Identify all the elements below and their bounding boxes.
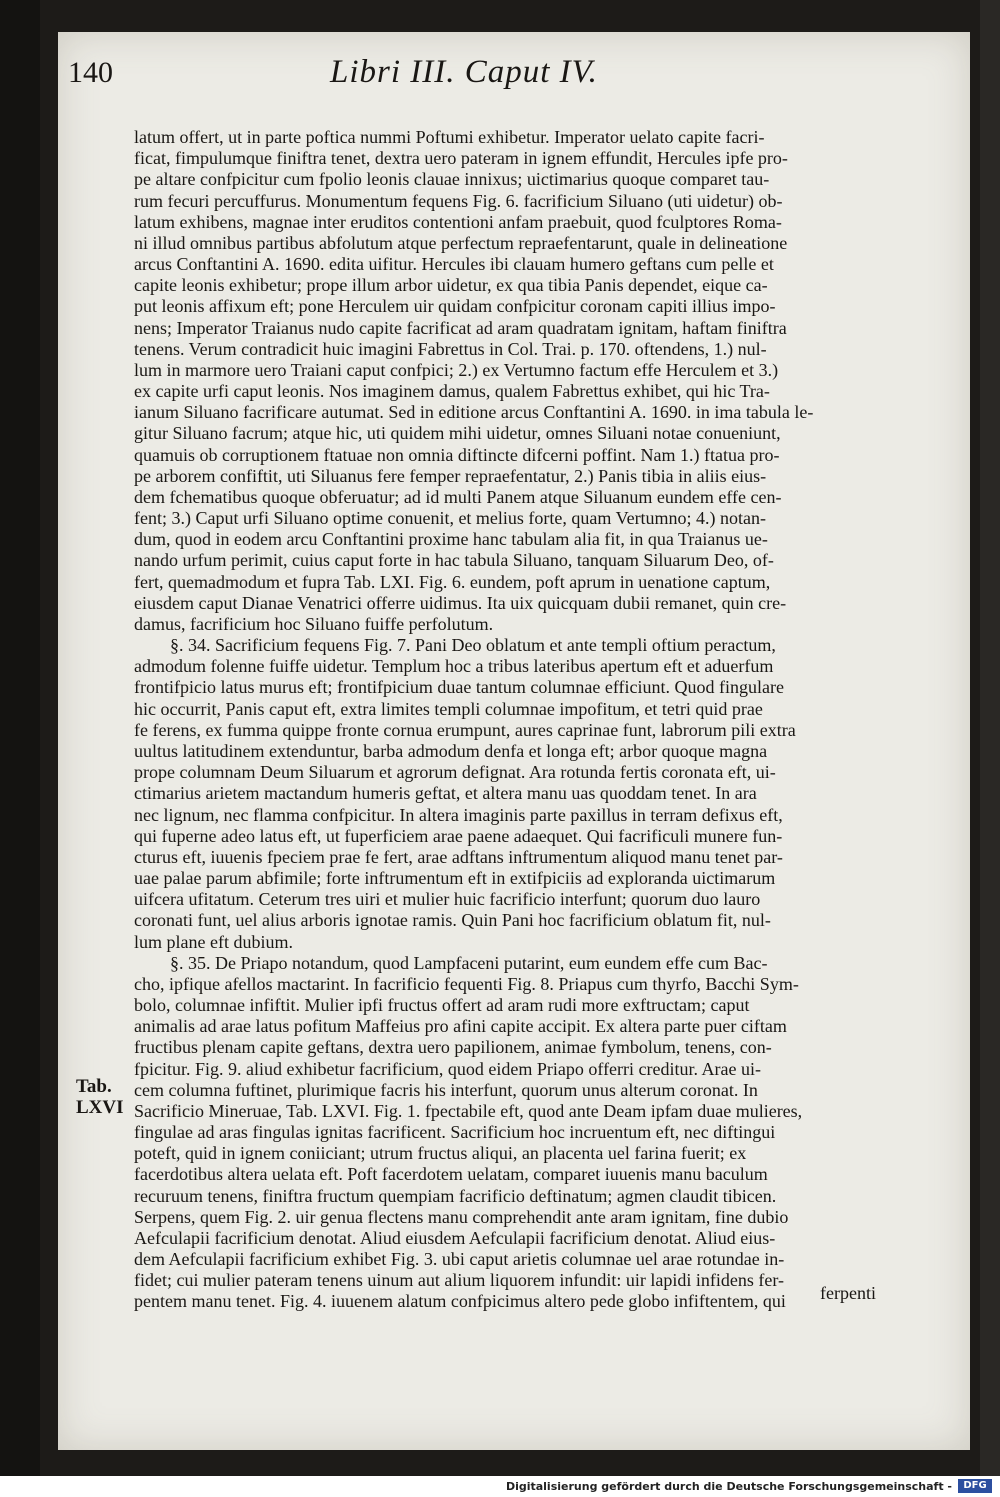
text-line: ianum Siluano facrificare autumat. Sed in editione arcus Conftantini A. 1690. in ima tabula le- [134, 402, 814, 423]
text-line: fidet; cui mulier pateram tenens uinum aut alium liquorem infundit: uir lapidi infidens fer- [134, 1270, 784, 1291]
text-line: nec lignum, nec flamma confpicitur. In altera imaginis parte paxillus in terram defixus eft, [134, 804, 783, 825]
text-line: poteft, quid in ignem coniiciant; utrum fructus aliqui, an placenta uel farina fuerit; ex [134, 1143, 747, 1164]
text-line: dem Aefculapii facrificium exhibet Fig. 3. ubi caput arietis columnae uel arae rotundae in- [134, 1249, 785, 1270]
text-line: tenens. Verum contradicit huic imagini Fabrettus in Col. Trai. p. 170. oftendens, 1.) nul- [134, 338, 767, 359]
text-line: cem columna fuftinet, plurimique facris his interfunt, quorum unus alterum coronat. In [134, 1079, 758, 1100]
text-line: put leonis affixum eft; pone Herculem uir quidam confpicitur coronam capiti illius impo- [134, 296, 776, 317]
scan-edge-right [980, 0, 1000, 1497]
text-line: facerdotibus altera uelata eft. Poft facerdotem uelatam, comparet iuuenis manu baculum [134, 1164, 768, 1185]
text-line: nando urfum perimit, cuius caput forte in hac tabula Siluano, tanquam Siluarum Deo, of- [134, 550, 774, 571]
text-line: Aefculapii facrificium denotat. Aliud eiusdem Aefculapii facrificium denotat. Aliud eius- [134, 1227, 776, 1248]
catchword: ferpenti [820, 1283, 876, 1303]
text-line: gitur Siluano facrum; atque hic, uti quidem mihi uidetur, omnes Siluani notae conueniunt, [134, 423, 781, 444]
page-header [68, 52, 928, 100]
text-line: fpicitur. Fig. 9. aliud exhibetur facrificium, quod eidem Priapo offerri creditur. Arae ui- [134, 1058, 761, 1079]
text-line: hic occurrit, Panis caput eft, extra limites templi columnae impofitum, et tetri quid prae [134, 698, 763, 719]
text-line: fructibus plenam capite geftans, dextra uero papilionem, animae fymbolum, tenens, con- [134, 1037, 772, 1058]
text-line: lum in marmore uero Traiani caput confpici; 2.) ex Vertumno factum effe Herculem et 3.) [134, 359, 779, 380]
text-line: fe ferens, ex fumma quippe fronte cornua erumpunt, aures caprinae funt, labrorum pili extra [134, 719, 796, 740]
text-line: pe arborem confiftit, uti Siluanus fere femper repraefentatur, 2.) Panis tibia in aliis eius- [134, 465, 767, 486]
dfg-logo: DFG [958, 1479, 992, 1493]
text-line: fert, quemadmodum et fupra Tab. LXI. Fig. 6. eundem, poft aprum in uenatione captum, [134, 571, 771, 592]
text-line: lum plane eft dubium. [134, 931, 293, 952]
text-line: admodum folenne fuiffe uidetur. Templum hoc a tribus lateribus apertum eft et aduerfum [134, 656, 774, 677]
text-line: nens; Imperator Traianus nudo capite facrificat ad aram quadratam ignitam, haftam finiftra [134, 317, 787, 338]
text-line: ex capite urfi caput leonis. Nos imaginem damus, qualem Fabrettus exhibet, qui hic Tra- [134, 381, 770, 402]
text-line: latum offert, ut in parte poftica nummi Poftumi exhibetur. Imperator uelato capite facri- [134, 127, 765, 147]
body-text [134, 127, 926, 1313]
footer-text: Digitalisierung gefördert durch die Deutsche Forschungsgemeinschaft - [505, 1480, 952, 1493]
margin-note [76, 1076, 124, 1118]
text-line: dum, quod in eodem arcu Conftantini proxime hanc tabulam alia fit, in qua Traianus ue- [134, 529, 768, 550]
text-line: Serpens, quem Fig. 2. uir genua flectens manu comprehendit ante aram ignitam, fine dubio [134, 1206, 789, 1227]
text-line: Sacrificio Mineruae, Tab. LXVI. Fig. 1. fpectabile eft, quod ante Deam ipfam duae mulieres, [134, 1100, 803, 1121]
text-line: frontifpicio latus murus eft; frontifpicium duae tantum columnae efficiunt. Quod fingulare [134, 677, 784, 698]
text-line: uultus latitudinem extenduntur, barba admodum denfa et longa eft; arbor quoque magna [134, 740, 768, 761]
page-number: 140 [68, 56, 113, 89]
text-line: animalis ad arae latus pofitum Maffeius pro afini capite accipit. Ex altera parte puer ciftam [134, 1016, 787, 1037]
text-line: fent; 3.) Caput urfi Siluano optime conuenit, et melius forte, quam Vertumno; 4.) notan- [134, 508, 767, 529]
text-line: cturus eft, iuuenis fpeciem prae fe fert, arae adftans inftrumentum aliquod manu tenet par- [134, 846, 783, 867]
text-line: capite leonis exhibetur; prope illum arbor uidetur, ex qua tibia Panis dependet, eique ca- [134, 275, 768, 296]
text-line: fingulae ad aras fingulas ignitas facrificent. Sacrificium hoc incruentum eft, nec diftingui [134, 1122, 776, 1143]
text-line: dem fchematibus quoque obferuatur; ad id multi Panem atque Siluanum eundem effe cen- [134, 486, 782, 507]
margin-note-line: LXVI [76, 1097, 124, 1118]
text-line: damus, facrificium hoc Siluano fuiffe perfolutum. [134, 613, 494, 634]
footer-bar [0, 1476, 1000, 1497]
text-line: recuruum tenens, finiftra fructum quempiam facrificio deftinatum; agmen claudit tibicen. [134, 1185, 777, 1206]
text-line: pentem manu tenet. Fig. 4. iuuenem alatum confpicimus altero pede globo infiftentem, qui [134, 1291, 786, 1312]
text-line: rum fecuri percuffurus. Monumentum fequens Fig. 6. facrificium Siluano (uti uidetur) ob- [134, 190, 783, 211]
text-line: quamuis ob corruptionem ftatuae non omnia diftincte difcerni poffint. Nam 1.) ftatua pro- [134, 444, 780, 465]
margin-note-line: Tab. [76, 1076, 112, 1097]
text-line: ficat, fimpulumque finiftra tenet, dextra uero pateram in ignem effundit, Hercules ipfe pro- [134, 148, 788, 169]
text-line: prope columnam Deum Siluarum et agrorum defignat. Ara rotunda fertis coronata eft, ui- [134, 762, 776, 783]
text-line: bolo, columnae infiftit. Mulier ipfi fructus offert ad aram rudi more exftructam; caput [134, 995, 750, 1016]
text-line: latum exhibens, magnae inter eruditos contentioni anfam praebuit, quod fculptores Roma- [134, 211, 782, 232]
text-line: §. 35. De Priapo notandum, quod Lampfaceni putarint, eum eundem effe cum Bac- [170, 952, 768, 973]
text-line: qui fuperne adeo latus eft, ut fuperficiem arae paene adaequet. Qui facrificuli munere fun- [134, 825, 783, 846]
text-line: uae palae parum abfimile; forte inftrumentum eft in extifpiciis ad exploranda uictimarum [134, 868, 776, 889]
text-line: eiusdem caput Dianae Venatrici offerre uidimus. Ita uix quicquam dubii remanet, quin cre- [134, 592, 787, 613]
running-head: Libri III. Caput IV. [330, 54, 598, 90]
text-line: pe altare confpicitur cum fpolio leonis clauae innixus; uictimarius quoque comparet tau- [134, 169, 770, 190]
text-line: arcus Conftantini A. 1690. edita uifitur. Hercules ibi clauam humero geftans cum pelle et [134, 254, 774, 275]
text-line: cho, ipfique afellos mactarint. In facrificio fequenti Fig. 8. Priapus cum thyrfo, Bacchi Sym- [134, 973, 799, 994]
text-line: uifcera ufitatum. Ceterum tres uiri et mulier huic facrificio interfunt; quorum duo lauro [134, 889, 761, 910]
text-line: ni illud omnibus partibus abfolutum atque perfectum repraefentarunt, quale in delineatione [134, 232, 788, 253]
text-line: ctimarius arietem mactandum humeris geftat, et altera manu uas quoddam tenet. In ara [134, 783, 757, 804]
text-line: coronati funt, uel alius arboris ignotae ramis. Quin Pani hoc facrificium oblatum fit, nul- [134, 910, 771, 931]
scan-edge-left [0, 0, 40, 1497]
text-line: §. 34. Sacrificium fequens Fig. 7. Pani Deo oblatum et ante templi oftium peractum, [170, 635, 776, 656]
